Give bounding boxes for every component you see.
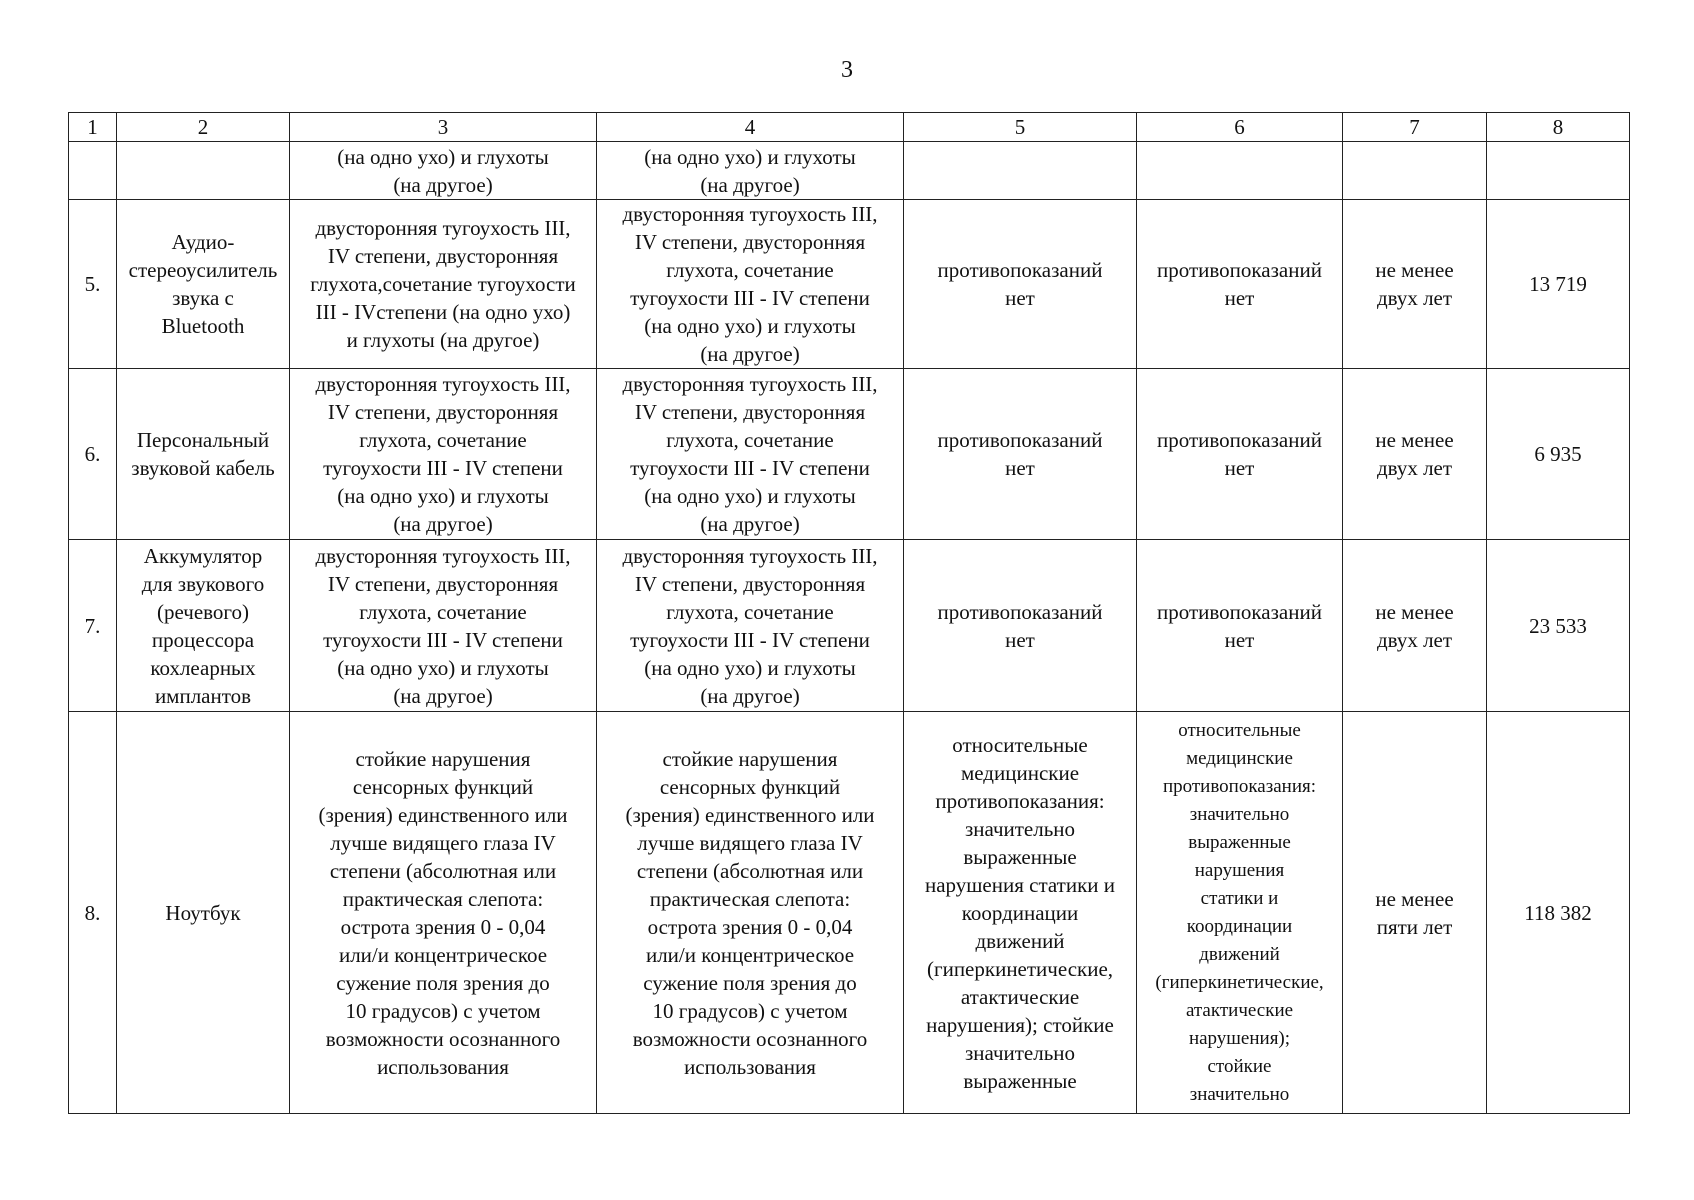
term-cell: не менее двух лет (1343, 200, 1487, 369)
row-number: 8. (69, 712, 117, 1114)
requirements-table (68, 112, 1630, 1114)
contraindication-cell: противопоказаний нет (1137, 200, 1343, 369)
contraindication-cell (904, 142, 1137, 200)
indication-cell: двусторонняя тугоухость III, IV степени, двусторонняя глухота, сочетание тугоухости III - IV степени (на одно ухо) и глухоты (на другое) (290, 540, 597, 712)
indication-cell: (на одно ухо) и глухоты (на другое) (597, 142, 904, 200)
table-row (69, 200, 1630, 369)
contraindication-cell: противопоказаний нет (904, 369, 1137, 540)
contraindication-cell: противопоказаний нет (904, 540, 1137, 712)
table-row (69, 369, 1630, 540)
column-header: 7 (1343, 113, 1487, 142)
item-name: Аудио- стереоусилитель звука с Bluetooth (117, 200, 290, 369)
price-cell (1487, 142, 1630, 200)
indication-cell: стойкие нарушения сенсорных функций (зрения) единственного или лучше видящего глаза IV степени (абсолютная или практическая слепота: острота зрения 0 - 0,04 или/и концентрическое сужение поля зрения до 10 градусов) с учетом возможности осознанного использования (597, 712, 904, 1114)
contraindication-cell: противопоказаний нет (1137, 540, 1343, 712)
column-header: 6 (1137, 113, 1343, 142)
column-header: 3 (290, 113, 597, 142)
contraindication-cell: противопоказаний нет (904, 200, 1137, 369)
table-row (69, 540, 1630, 712)
contraindication-cell: относительные медицинские противопоказания: значительно выраженные нарушения статики и координации движений (гиперкинетические, атактические нарушения); стойкие значительно выраженные (904, 712, 1137, 1114)
row-number: 6. (69, 369, 117, 540)
row-number: 5. (69, 200, 117, 369)
page-number: 3 (841, 57, 853, 83)
price-cell: 6 935 (1487, 369, 1630, 540)
indication-cell: двусторонняя тугоухость III, IV степени, двусторонняя глухота, сочетание тугоухости III - IV степени (на одно ухо) и глухоты (на другое) (597, 369, 904, 540)
price-cell: 13 719 (1487, 200, 1630, 369)
column-header: 2 (117, 113, 290, 142)
indication-cell: стойкие нарушения сенсорных функций (зрения) единственного или лучше видящего глаза IV степени (абсолютная или практическая слепота: острота зрения 0 - 0,04 или/и концентрическое сужение поля зрения до 10 градусов) с учетом возможности осознанного использования (290, 712, 597, 1114)
row-number: 7. (69, 540, 117, 712)
term-cell: не менее двух лет (1343, 540, 1487, 712)
indication-cell: двусторонняя тугоухость III, IV степени, двусторонняя глухота, сочетание тугоухости III - IV степени (на одно ухо) и глухоты (на другое) (597, 200, 904, 369)
table-row (69, 142, 1630, 200)
term-cell: не менее двух лет (1343, 369, 1487, 540)
item-name: Персональный звуковой кабель (117, 369, 290, 540)
price-cell: 23 533 (1487, 540, 1630, 712)
row-number (69, 142, 117, 200)
item-name: Ноутбук (117, 712, 290, 1114)
term-cell: не менее пяти лет (1343, 712, 1487, 1114)
column-header: 5 (904, 113, 1137, 142)
item-name (117, 142, 290, 200)
contraindication-cell: противопоказаний нет (1137, 369, 1343, 540)
indication-cell: двусторонняя тугоухость III, IV степени, двусторонняя глухота, сочетание тугоухости III - IV степени (на одно ухо) и глухоты (на другое) (290, 369, 597, 540)
header-row (69, 113, 1630, 142)
indication-cell: двусторонняя тугоухость III, IV степени, двусторонняя глухота,сочетание тугоухости III - IVстепени (на одно ухо) и глухоты (на другое) (290, 200, 597, 369)
contraindication-cell: относительные медицинские противопоказания: значительно выраженные нарушения статики и координации движений (гиперкинетические, атактические нарушения); стойкие значительно (1137, 712, 1343, 1114)
column-header: 1 (69, 113, 117, 142)
column-header: 4 (597, 113, 904, 142)
table-row (69, 712, 1630, 1114)
column-header: 8 (1487, 113, 1630, 142)
indication-cell: (на одно ухо) и глухоты (на другое) (290, 142, 597, 200)
contraindication-cell (1137, 142, 1343, 200)
indication-cell: двусторонняя тугоухость III, IV степени, двусторонняя глухота, сочетание тугоухости III - IV степени (на одно ухо) и глухоты (на другое) (597, 540, 904, 712)
price-cell: 118 382 (1487, 712, 1630, 1114)
term-cell (1343, 142, 1487, 200)
item-name: Аккумулятор для звукового (речевого) процессора кохлеарных имплантов (117, 540, 290, 712)
